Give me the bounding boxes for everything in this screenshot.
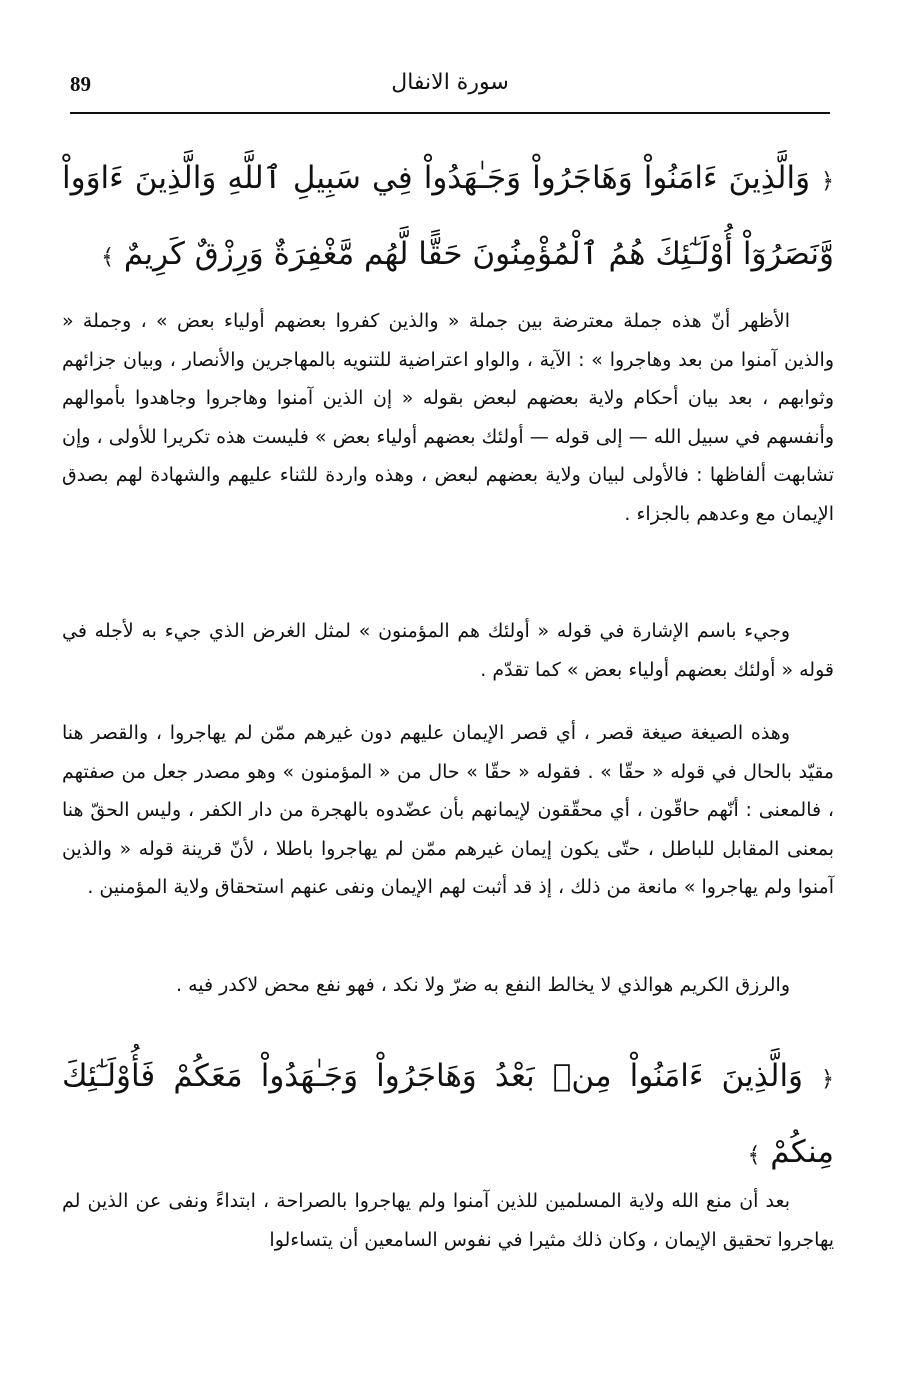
commentary-paragraph: وهذه الصيغة صيغة قصر ، أي قصر الإيمان عليهم دون غيرهم ممّن لم يهاجروا ، والقصر هنا مقيّد بالحال في قوله « حقّا » . فقوله « حقّا » حال من « المؤمنون » وهو مصدر جعل من صفتهم ، فالمعنى : أنّهم حاقّون ، أي محقّقون لإيمانهم بأن عضّدوه بالهجرة من دار الكفر ، وليس الحقّ هنا بمعنى المقابل للباطل ، حتّى يكون إيمان غيرهم ممّن لم يهاجروا باطلا ، لأنّ قرينة قوله « والذين آمنوا ولم يهاجروا » مانعة من ذلك ، إذ قد أثبت لهم الإيمان ونفى عنهم استحقاق ولاية المؤمنين . [62,722,834,898]
verse-close-ornament: ﴾ [747,1143,761,1168]
verse-text: وَالَّذِينَ ءَامَنُواْ وَهَاجَرُواْ وَجَـٰهَدُواْ فِي سَبِيلِ ٱللَّهِ وَالَّذِينَ ءَاوَواْ وَّنَصَرُوٓاْ أُوْلَـٰٓئِكَ هُمُ ٱلْمُؤْمِنُونَ حَقًّا لَّهُم مَّغْفِرَةٌ وَرِزْقٌ كَرِيمٌ [62,160,834,272]
quran-verse [62,142,834,294]
verse-open-ornament: ﴿ [821,169,834,194]
header-divider [70,112,830,114]
commentary-paragraph: الأظهر أنّ هذه جملة معترضة بين جملة « والذين كفروا بعضهم أولياء بعض » ، وجملة « والذين آمنوا من بعد وهاجروا » : الآية ، والواو اعتراضية للتنويه بالمهاجرين والأنصار ، وبيان جزائهم وثوابهم ، بعد بيان أحكام ولاية بعضهم لبعض بقوله « إن الذين آمنوا وهاجروا وجاهدوا بأموالهم وأنفسهم في سبيل الله — إلى قوله — أولئك بعضهم أولياء بعض » فليست هذه تكريرا للأولى ، وإن تشابهت ألفاظها : فالأولى لبيان ولاية بعضهم لبعض ، وهذه واردة للثناء عليهم والشهادة لهم بصدق الإيمان مع وعدهم بالجزاء . [62,310,834,525]
verse-open-ornament: ﴿ [821,1067,834,1092]
commentary-paragraph: وجيء باسم الإشارة في قوله « أولئك هم المؤمنون » لمثل الغرض الذي جيء به لأجله في قوله « أولئك بعضهم أولياء بعض » كما تقدّم . [62,620,834,681]
verse-close-ornament: ﴾ [101,245,114,270]
commentary-paragraph: بعد أن منع الله ولاية المسلمين للذين آمنوا ولم يهاجروا بالصراحة ، ابتداءً ونفى عن الذين لم يهاجروا تحقيق الإيمان ، وكان ذلك مثيرا في نفوس السامعين أن يتساءلوا [62,1190,834,1251]
page-number: 89 [70,72,91,96]
verse-text: وَالَّذِينَ ءَامَنُواْ مِنۢ بَعْدُ وَهَاجَرُواْ وَجَـٰهَدُواْ مَعَكُمْ فَأُوْلَـٰٓئِكَ مِنكُمْ [62,1058,834,1170]
surah-title: سورة الانفال [391,70,509,95]
commentary-paragraph: والرزق الكريم هوالذي لا يخالط النفع به ضرّ ولا نكد ، فهو نفع محض لاكدر فيه . [176,974,790,996]
page-header [70,70,830,110]
quran-verse [62,1040,834,1192]
